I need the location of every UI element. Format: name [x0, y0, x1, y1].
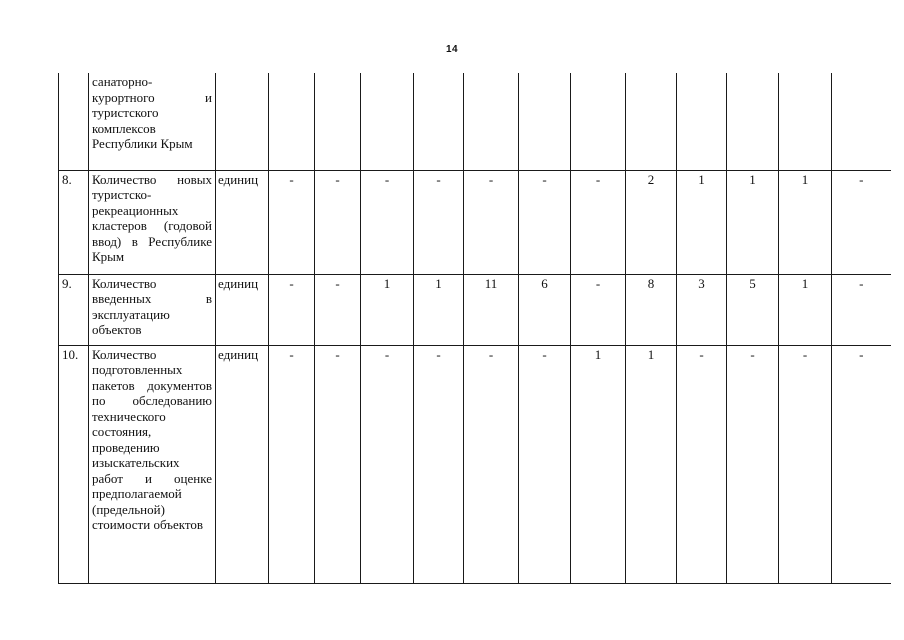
value-cell — [414, 73, 464, 170]
value-cell: - — [832, 170, 891, 274]
value-cell: 1 — [779, 274, 832, 345]
value-cell: - — [414, 170, 464, 274]
value-cell: - — [519, 345, 571, 583]
value-cell: 1 — [361, 274, 414, 345]
value-cell — [571, 73, 626, 170]
value-cell: - — [269, 170, 315, 274]
value-cell: 1 — [571, 345, 626, 583]
page-number: 14 — [445, 44, 459, 55]
value-cell: 2 — [626, 170, 677, 274]
unit-cell: единиц — [216, 170, 269, 274]
table-row — [59, 345, 891, 583]
value-cell: 8 — [626, 274, 677, 345]
table-row — [59, 73, 891, 170]
value-cell: 1 — [727, 170, 779, 274]
unit-cell: единиц — [216, 345, 269, 583]
value-cell: 3 — [677, 274, 727, 345]
indicator-name: Количество введенных в эксплуатацию объектов — [89, 274, 216, 345]
value-cell: - — [519, 170, 571, 274]
value-cell: - — [315, 345, 361, 583]
value-cell: - — [571, 170, 626, 274]
value-cell: - — [315, 170, 361, 274]
value-cell — [315, 73, 361, 170]
value-cell: - — [727, 345, 779, 583]
value-cell: 1 — [677, 170, 727, 274]
indicator-name: Количество новых туристско-рекреационных кластеров (годовой ввод) в Республике Крым — [89, 170, 216, 274]
row-number: 9. — [59, 274, 89, 345]
indicators-table — [58, 73, 891, 584]
value-cell: - — [315, 274, 361, 345]
row-number — [59, 73, 89, 170]
value-cell: 1 — [779, 170, 832, 274]
value-cell: - — [832, 345, 891, 583]
unit-cell: единиц — [216, 274, 269, 345]
value-cell — [361, 73, 414, 170]
value-cell: 5 — [727, 274, 779, 345]
value-cell: - — [677, 345, 727, 583]
value-cell: - — [269, 274, 315, 345]
value-cell: - — [361, 170, 414, 274]
value-cell: 11 — [464, 274, 519, 345]
value-cell: - — [464, 345, 519, 583]
table-row — [59, 170, 891, 274]
value-cell: 6 — [519, 274, 571, 345]
table-row — [59, 274, 891, 345]
row-number: 8. — [59, 170, 89, 274]
value-cell: - — [414, 345, 464, 583]
value-cell: 1 — [414, 274, 464, 345]
row-number: 10. — [59, 345, 89, 583]
value-cell: - — [269, 345, 315, 583]
value-cell: - — [464, 170, 519, 274]
value-cell: 1 — [626, 345, 677, 583]
indicator-name: Количество подготовленных пакетов документов по обследованию технического состояния, проведению изыскательских работ и оценке предполагаемой (предельной) стоимости объектов — [89, 345, 216, 583]
value-cell — [677, 73, 727, 170]
indicator-name: санаторно-курортного и туристского комплексов Республики Крым — [89, 73, 216, 170]
value-cell — [832, 73, 891, 170]
unit-cell — [216, 73, 269, 170]
value-cell — [727, 73, 779, 170]
value-cell — [269, 73, 315, 170]
value-cell: - — [361, 345, 414, 583]
value-cell — [626, 73, 677, 170]
value-cell — [464, 73, 519, 170]
value-cell — [779, 73, 832, 170]
value-cell — [519, 73, 571, 170]
value-cell: - — [832, 274, 891, 345]
value-cell: - — [571, 274, 626, 345]
value-cell: - — [779, 345, 832, 583]
